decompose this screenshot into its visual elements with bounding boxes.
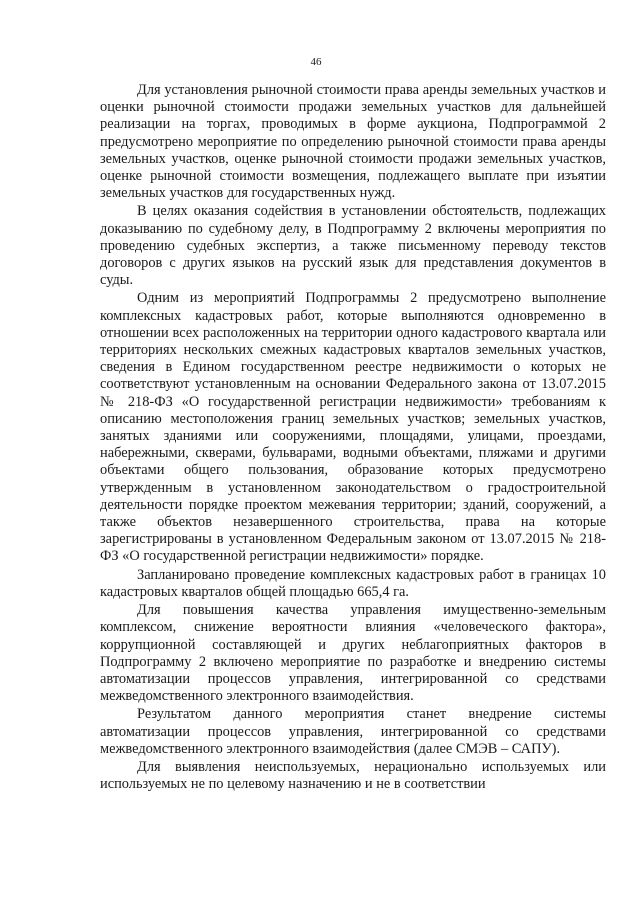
page-number: 46 (310, 56, 322, 68)
paragraph-cadastral-works: Одним из мероприятий Подпрограммы 2 предусмотрено выполнение комплексных кадастровых работ, которые выполняются одновременно в отношении всех расположенных на территории одного кадастрового квартала или территориях нескольких смежных кадастровых кварталов земельных участков, сведения в Едином государственном реестре недвижимости о которых не соответствуют установленным на основании Федерального закона от 13.07.2015 № 218-ФЗ «О государственной регистрации недвижимости» требованиям к описанию местоположения границ земельных участков; земельных участков, занятых зданиями или сооружениями, площадями, улицами, проездами, набережными, скверами, бульварами, водными объектами, пляжами и другими объектами общего пользования, образование которых предусмотрено утвержденным в установленном законодательством о градостроительной деятельности порядке проектом межевания территории; зданий, сооружений, а также объектов незавершенного строительства, права на которые зарегистрированы в установленном Федеральным законом от 13.07.2015 № 218-ФЗ «О государственной регистрации недвижимости» порядке. (100, 290, 606, 565)
document-body (100, 82, 606, 794)
paragraph-court-expertise: В целях оказания содействия в установлении обстоятельств, подлежащих доказыванию по судебному делу, в Подпрограмму 2 включены мероприятия по проведению судебных экспертиз, а также письменному переводу текстов договоров с других языков на русский язык для представления документов в суды. (100, 203, 606, 289)
paragraph-result: Результатом данного мероприятия станет внедрение системы автоматизации процессов управления, интегрированной со средствами межведомственного электронного взаимодействия (далее СМЭВ – САПУ). (100, 706, 606, 757)
paragraph-unused-land: Для выявления неиспользуемых, нерационально используемых или используемых не по целевому назначению и не в соответствии (100, 758, 606, 793)
paragraph-market-value: Для установления рыночной стоимости права аренды земельных участков и оценки рыночной стоимости продажи земельных участков для дальнейшей реализации на торгах, проводимых в форме аукциона, Подпрограммой 2 предусмотрено мероприятие по определению рыночной стоимости права аренды земельных участков, оценке рыночной стоимости продажи земельных участков, оценке рыночной стоимости возмещения, подлежащего выплате при изъятии земельных участков для государственных нужд. (100, 82, 606, 202)
paragraph-automation-system: Для повышения качества управления имущественно-земельным комплексом, снижение вероятности влияния «человеческого фактора», коррупционной составляющей и других неблагоприятных факторов в Подпрограмму 2 включено мероприятие по разработке и внедрению системы автоматизации процессов управления, интегрированной со средствами межведомственного электронного взаимодействия. (100, 602, 606, 705)
paragraph-planned-works: Запланировано проведение комплексных кадастровых работ в границах 10 кадастровых кварталов общей площадью 665,4 га. (100, 566, 606, 600)
